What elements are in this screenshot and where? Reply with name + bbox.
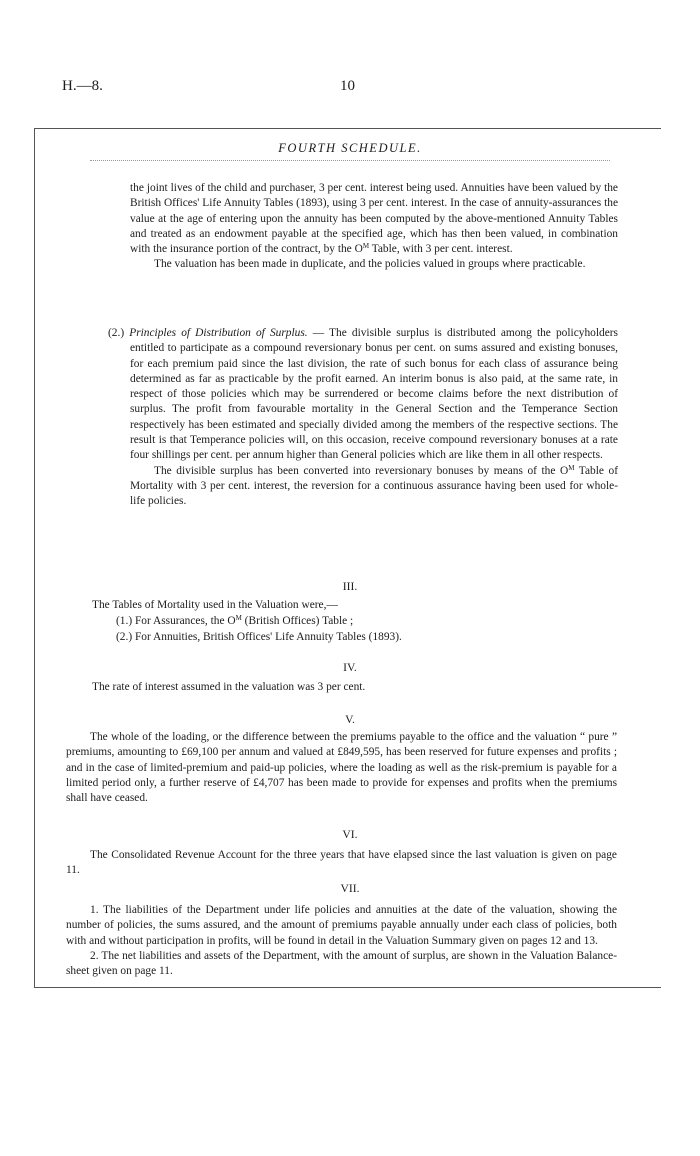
duplicate-valuation-paragraph: The valuation has been made in duplicate, and the policies valued in groups where practicable. [154,258,586,271]
tables-item-annuities: (2.) For Annuities, British Offices' Life Annuity Tables (1893). [116,631,402,643]
tables-item-assurances: (1.) For Assurances, the $O^M$ (British Offices) Table ; [116,614,354,627]
om-superscript: M [235,614,242,622]
om-superscript: M [568,463,575,472]
principles-heading: Principles of Distribution of Surplus. [129,327,308,339]
continuation-text-end: Table, with 3 per cent. interest. [369,243,513,256]
liabilities-paragraphs [66,903,617,979]
continuation-text: the joint lives of the child and purchaser, 3 per cent. interest being used. Annuities have been valued by the British Offices' Life Annuity Tables (1893), using 3 per cent. interest. In the case of annuity-assurances the value at the age of entering upon the annuity has been computed by the above-mentioned Annuity Tables and treated as an endowment payable at the specified age, which has then been valued, in combination with the insurance portion of the contract, by the O [130,182,618,256]
principles-text: — The divisible surplus is distributed among the policyholders entitled to participate as a compound reversionary bonus per cent. on sums assured and existing bonuses, for each premium paid since the last division, the rate of such bonus for each class of assurance being determined as far as practicable by the profit earned. An interim bonus is also paid, at the same rate, in respect of those policies which may be surrendered or become claims before the next distribution of surplus. The profit from favourable mortality in the General Section and the Temperance Section respectively has been estimated and specially divided among the members of the respective sections. The result is that Temperance policies will, on this occasion, receive compound reversionary bonuses at a rate four shillings per cent. per annum higher than General policies which are like them in all other respects. [130,327,618,462]
schedule-title: FOURTH SCHEDULE. [278,141,422,155]
page-number: 10 [340,78,355,94]
section-vii-numeral: VII. [340,882,360,895]
liabilities-paragraph-2: 2. The net liabilities and assets of the Department, with the amount of surplus, are shown in the Valuation Balance-sheet given on page 11. [66,949,617,978]
section-v-numeral: V. [345,713,355,726]
surplus-conversion-text: The divisible surplus has been converted into reversionary bonuses by means of the O [154,464,569,477]
valuation-method-paragraph [130,181,618,273]
section-iii-numeral: III. [342,580,358,593]
interest-rate-text: The rate of interest assumed in the valuation was 3 per cent. [92,681,366,693]
om-superscript: M [362,242,370,251]
surplus-conversion-text-end: Table of Mortality with 3 per cent. interest, the reversion for a continuous assurance having been used for whole-life policies. [130,464,618,508]
section-vi-numeral: VI. [342,828,358,841]
liabilities-paragraph-1: 1. The liabilities of the Department under life policies and annuities at the date of the valuation, showing the number of policies, the sums assured, and the amount of premiums payable annually under each class of policies, both with and without participation in profits, will be found in detail in the Valuation Summary given on pages 12 and 13. [66,904,617,947]
principles-number: (2.) [108,327,130,339]
title-divider [90,160,610,161]
revenue-account-paragraph: The Consolidated Revenue Account for the three years that have elapsed since the last valuation is given on page 11. [66,849,617,877]
page-reference: H.—8. [62,78,103,94]
section-iv-numeral: IV. [343,661,357,674]
loading-paragraph: The whole of the loading, or the difference between the premiums payable to the office and the valuation “ pure ” premiums, amounting to £69,100 per annum and valued at £849,595, has been reserved for future expenses and profits ; and in the case of limited-premium and paid-up policies, where the loading as well as the risk-premium is payable for a limited period only, a further reserve of £4,707 has been made to provide for expenses and profits when the premiums shall have ceased. [66,731,617,805]
tables-intro: The Tables of Mortality used in the Valuation were,— [92,599,338,611]
principles-paragraph [108,326,618,510]
